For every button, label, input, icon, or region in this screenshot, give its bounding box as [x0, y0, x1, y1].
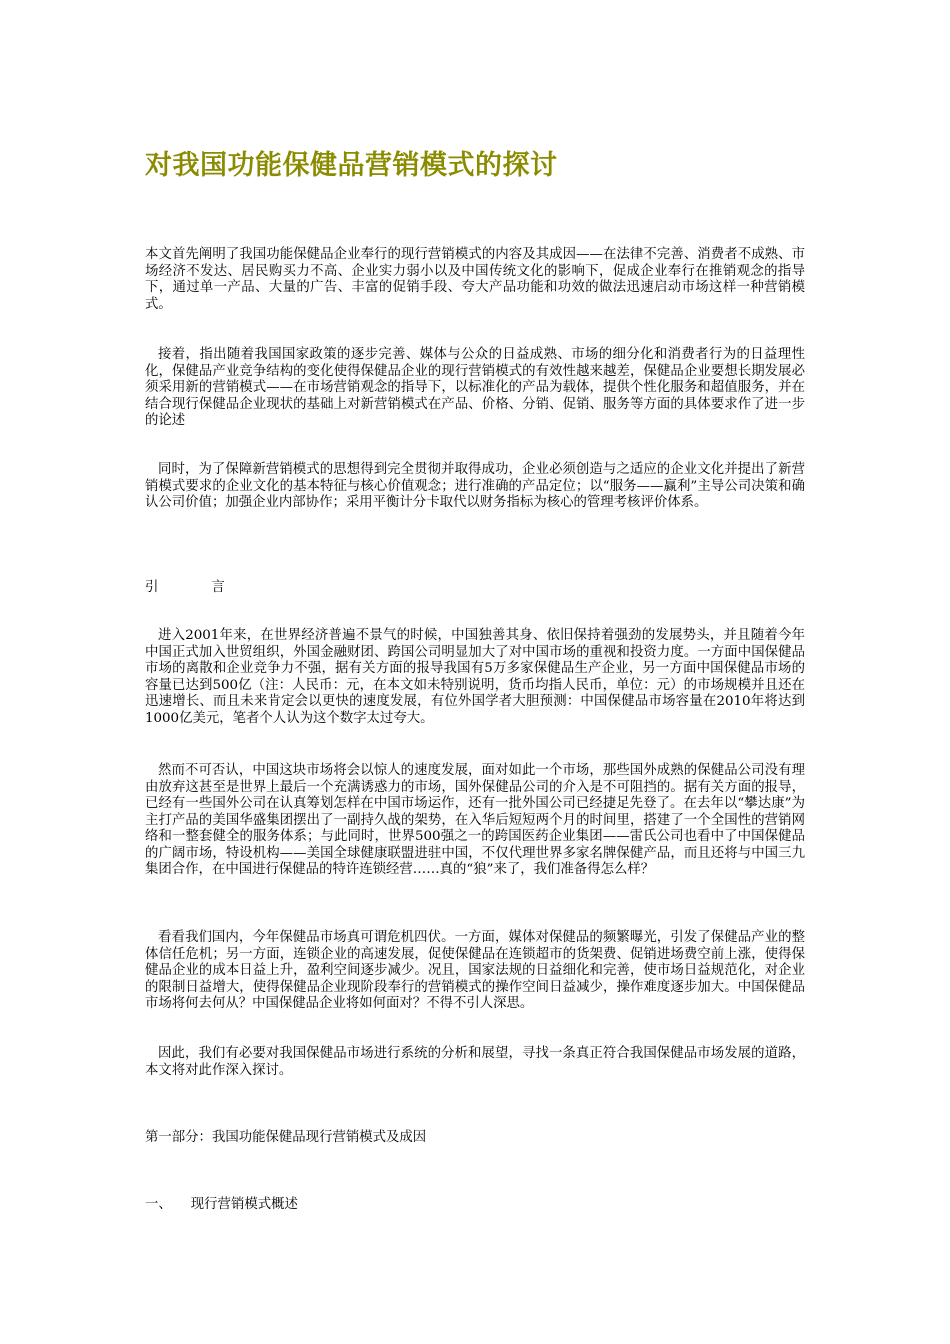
- intro-paragraph-4: 因此，我们有必要对我国保健品市场进行系统的分析和展望，寻找一条真正符合我国保健品市场发展的道路，本文将对此作深入探讨。: [145, 1046, 805, 1078]
- intro-paragraph-1: 进入2001年来，在世界经济普遍不景气的时候，中国独善其身、依旧保持着强劲的发展势头，并且随着今年中国正式加入世贸组织，外国金融财团、跨国公司明显加大了对中国市场的重视和投资力度。一方面中国保健品市场的离散和企业竞争力不强，据有关方面的报导我国有5万多家保健品生产企业，另一方面中国保健品市场的容量已达到500亿（注：人民币：元，在本文如未特别说明，货币均指人民币，单位：元）的市场规模并且还在迅速增长、而且未来肯定会以更快的速度发展，有位外国学者大胆预测：中国保健品市场容量在2010年将达到1000亿美元，笔者个人认为这个数字太过夸大。: [145, 628, 805, 726]
- section-heading: [145, 1197, 298, 1214]
- intro-paragraph-3: 看看我们国内，今年保健品市场真可谓危机四伏。一方面，媒体对保健品的频繁曝光，引发了保健品产业的整体信任危机；另一方面，连锁企业的高速发展，促使保健品在连锁超市的货架费、促销进场费空前上涨，使得保健品企业的成本日益上升，盈利空间逐步减少。况且，国家法规的日益细化和完善，使市场日益规范化，对企业的限制日益增大，使得保健品企业现阶段奉行的营销模式的操作空间日益减少，操作难度逐步加大。中国保健品市场将何去何从？中国保健品企业将如何面对？不得不引人深思。: [145, 930, 805, 1011]
- document-title: 对我国功能保健品营销模式的探讨: [145, 150, 558, 181]
- abstract-paragraph-2: 接着，指出随着我国国家政策的逐步完善、媒体与公众的日益成熟、市场的细分化和消费者行为的日益理性化，保健品产业竞争结构的变化使得保健品企业的现行营销模式的有效性越来越差，保健品企业要想长期发展必须采用新的营销模式——在市场营销观念的指导下，以标准化的产品为载体，提供个性化服务和超值服务，并在结合现行保健品企业现状的基础上对新营销模式在产品、价格、分销、促销、服务等方面的具体要求作了进一步的论述: [145, 347, 805, 428]
- part-heading: 第一部分：我国功能保健品现行营销模式及成因: [145, 1130, 427, 1145]
- section-number: 一、: [145, 1197, 172, 1212]
- abstract-paragraph-1: 本文首先阐明了我国功能保健品企业奉行的现行营销模式的内容及其成因——在法律不完善、消费者不成熟、市场经济不发达、居民购买力不高、企业实力弱小以及中国传统文化的影响下，促成企业奉行在推销观念的指导下，通过单一产品、大量的广告、丰富的促销手段、夸大产品功能和功效的做法迅速启动市场这样一种营销模式。: [145, 247, 805, 312]
- intro-heading-char-1: 引: [145, 580, 159, 595]
- intro-paragraph-2: 然而不可否认，中国这块市场将会以惊人的速度发展，面对如此一个市场，那些国外成熟的保健品公司没有理由放弃这甚至是世界上最后一个充满诱惑力的市场，国外保健品公司的介入是不可阻挡的。据有关方面的报导，已经有一些国外公司在认真筹划怎样在中国市场运作，还有一批外国公司已经捷足先登了。在去年以“攀达康”为主打产品的美国华盛集团摆出了一副持久战的架势，在入华后短短两个月的时间里，搭建了一个全国性的营销网络和一整套健全的服务体系；与此同时，世界500强之一的跨国医药企业集团——雷氏公司也看中了中国保健品的广阔市场，特设机构——美国全球健康联盟进驻中国，不仅代理世界多家名牌保健产品，而且还将与中国三九集团合作，在中国进行保健品的特许连锁经营……真的“狼”来了，我们准备得怎么样？: [145, 763, 805, 877]
- intro-heading-char-2: 言: [211, 580, 225, 595]
- intro-heading: [145, 580, 225, 597]
- section-title: 现行营销模式概述: [190, 1197, 298, 1212]
- abstract-paragraph-3: 同时，为了保障新营销模式的思想得到完全贯彻并取得成功，企业必须创造与之适应的企业文化并提出了新营销模式要求的企业文化的基本特征与核心价值观念；进行准确的产品定位；以“服务——赢利”主导公司决策和确认公司价值；加强企业内部协作；采用平衡计分卡取代以财务指标为核心的管理考核评价体系。: [145, 462, 805, 510]
